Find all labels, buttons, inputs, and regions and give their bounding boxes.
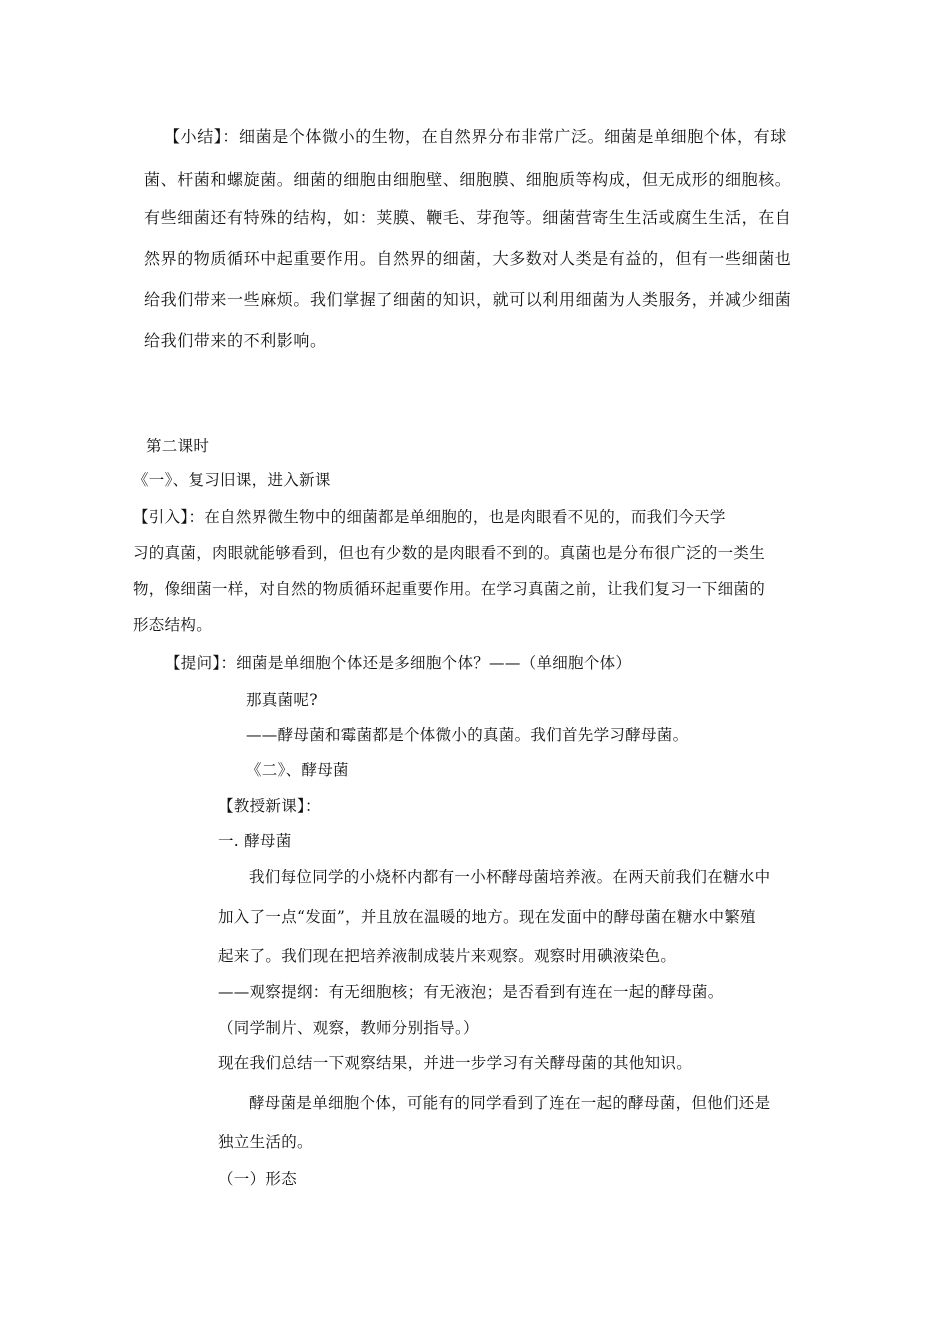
teach-heading: 【教授新课】：: [218, 797, 321, 815]
intro-line-3: 物，像细菌一样，对自然的物质循环起重要作用。在学习真菌之前，让我们复习一下细菌的: [133, 580, 766, 598]
intro-line-4: 形态结构。: [133, 616, 213, 634]
section-heading-review: 《一》、复习旧课，进入新课: [133, 471, 331, 489]
summary-line-2: 菌、杆菌和螺旋菌。细菌的细胞由细胞壁、细胞膜、细胞质等构成，但无成形的细胞核。: [144, 170, 792, 189]
para2-line-2: 独立生活的。: [218, 1133, 313, 1151]
lesson-title: 第二课时: [146, 437, 210, 455]
question-line: 【提问】：细菌是单细胞个体还是多细胞个体？——（单细胞个体）: [165, 654, 632, 672]
summary-line-5: 给我们带来一些麻烦。我们掌握了细菌的知识，就可以利用细菌为人类服务，并减少细菌: [144, 290, 792, 309]
followup-line: 那真菌呢?: [246, 691, 318, 709]
item-heading-yeast: 一. 酵母菌: [218, 832, 292, 850]
summary-line-1: 【小结】：细菌是个体微小的生物，在自然界分布非常广泛。细菌是单细胞个体，有球: [164, 127, 787, 146]
para1-line-2: 加入了一点“发面”，并且放在温暖的地方。现在发面中的酵母菌在糖水中繁殖: [218, 908, 756, 926]
para1-line-3: 起来了。我们现在把培养液制成装片来观察。观察时用碘液染色。: [218, 947, 677, 965]
section-heading-yeast: 《二》、酵母菌: [246, 761, 349, 779]
answer-line: ——酵母菌和霉菌都是个体微小的真菌。我们首先学习酵母菌。: [246, 726, 689, 744]
observation-outline: ——观察提纲：有无细胞核；有无液泡；是否看到有连在一起的酵母菌。: [218, 983, 724, 1001]
summary-line-4: 然界的物质循环中起重要作用。自然界的细菌，大多数对人类是有益的，但有一些细菌也: [144, 249, 792, 268]
intro-line-2: 习的真菌，肉眼就能够看到，但也有少数的是肉眼看不到的。真菌也是分布很广泛的一类生: [133, 544, 766, 562]
summary-intro: 现在我们总结一下观察结果，并进一步学习有关酵母菌的其他知识。: [218, 1054, 693, 1072]
para2-line-1: 酵母菌是单细胞个体，可能有的同学看到了连在一起的酵母菌，但他们还是: [249, 1094, 771, 1112]
para1-line-1: 我们每位同学的小烧杯内都有一小杯酵母菌培养液。在两天前我们在糖水中: [249, 868, 771, 886]
summary-line-3: 有些细菌还有特殊的结构，如：荚膜、鞭毛、芽孢等。细菌营寄生生活或腐生生活，在自: [144, 208, 792, 227]
subheading-form: （一）形态: [218, 1170, 298, 1188]
summary-line-6: 给我们带来的不利影响。: [144, 331, 327, 350]
intro-line-1: 【引入】：在自然界微生物中的细菌都是单细胞的，也是肉眼看不见的，而我们今天学: [133, 508, 726, 526]
observation-note: （同学制片、观察，教师分别指导。）: [218, 1019, 479, 1037]
